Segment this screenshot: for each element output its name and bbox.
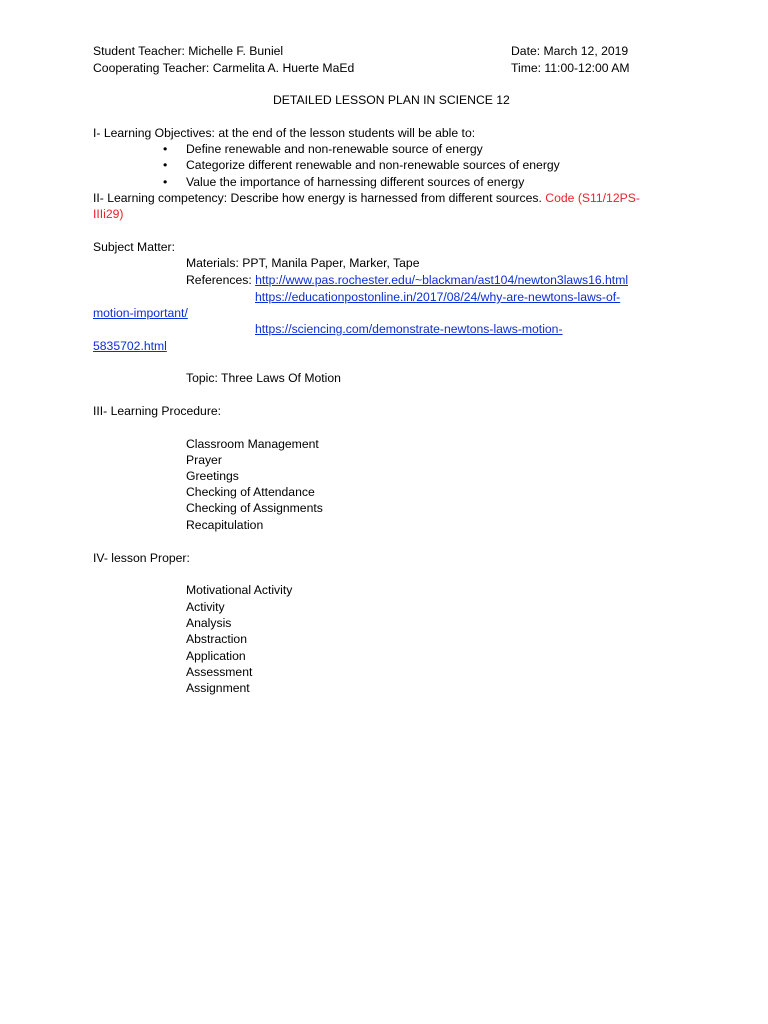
competency-line [93, 190, 640, 206]
lesson-proper-item: Motivational Activity [186, 583, 293, 597]
references-line [186, 272, 628, 288]
lesson-proper-item: Abstraction [186, 632, 247, 646]
lesson-proper-item: Analysis [186, 616, 232, 630]
lesson-proper-item: Application [186, 649, 246, 663]
objective-item: Categorize different renewable and non-renewable sources of energy [186, 158, 560, 172]
lesson-proper-heading: IV- lesson Proper: [93, 551, 190, 565]
reference-link-1[interactable]: http://www.pas.rochester.edu/~blackman/ast104/newton3laws16.html [255, 273, 629, 287]
reference-link-3[interactable]: https://sciencing.com/demonstrate-newtons-laws-motion- [255, 322, 563, 336]
cooperating-teacher: Cooperating Teacher: Carmelita A. Huerte MaEd [93, 61, 355, 75]
subject-matter-heading: Subject Matter: [93, 240, 175, 254]
objective-item: Value the importance of harnessing different sources of energy [186, 175, 525, 189]
reference-link-2-continued[interactable]: motion-important/ [93, 306, 188, 320]
lesson-proper-item: Assignment [186, 681, 250, 695]
procedure-item: Checking of Assignments [186, 501, 323, 515]
lesson-proper-item: Assessment [186, 665, 253, 679]
lesson-time: Time: 11:00-12:00 AM [511, 61, 630, 75]
competency-code: Code (S11/12PS- [545, 191, 640, 205]
topic: Topic: Three Laws Of Motion [186, 371, 341, 385]
bullet: • [163, 175, 168, 189]
lesson-date: Date: March 12, 2019 [511, 44, 629, 58]
reference-link-3-continued[interactable]: 5835702.html [93, 339, 167, 353]
bullet: • [163, 142, 168, 156]
student-teacher: Student Teacher: Michelle F. Buniel [93, 44, 284, 58]
bullet: • [163, 158, 168, 172]
reference-link-2[interactable]: https://educationpostonline.in/2017/08/24/why-are-newtons-laws-of- [255, 290, 621, 304]
objective-item: Define renewable and non-renewable source of energy [186, 142, 483, 156]
procedure-heading: III- Learning Procedure: [93, 404, 222, 418]
lesson-proper-item: Activity [186, 600, 225, 614]
competency-text: II- Learning competency: Describe how energy is harnessed from different sources. [93, 191, 546, 205]
procedure-item: Greetings [186, 469, 239, 483]
materials: Materials: PPT, Manila Paper, Marker, Tape [186, 256, 420, 270]
competency-code-continued: IIIi29) [93, 207, 124, 221]
procedure-item: Prayer [186, 453, 222, 467]
procedure-item: Recapitulation [186, 518, 264, 532]
document-title: DETAILED LESSON PLAN IN SCIENCE 12 [273, 93, 510, 107]
procedure-item: Classroom Management [186, 437, 319, 451]
objectives-heading: I- Learning Objectives: at the end of the lesson students will be able to: [93, 126, 476, 140]
procedure-item: Checking of Attendance [186, 485, 315, 499]
references-label: References: [186, 273, 256, 287]
